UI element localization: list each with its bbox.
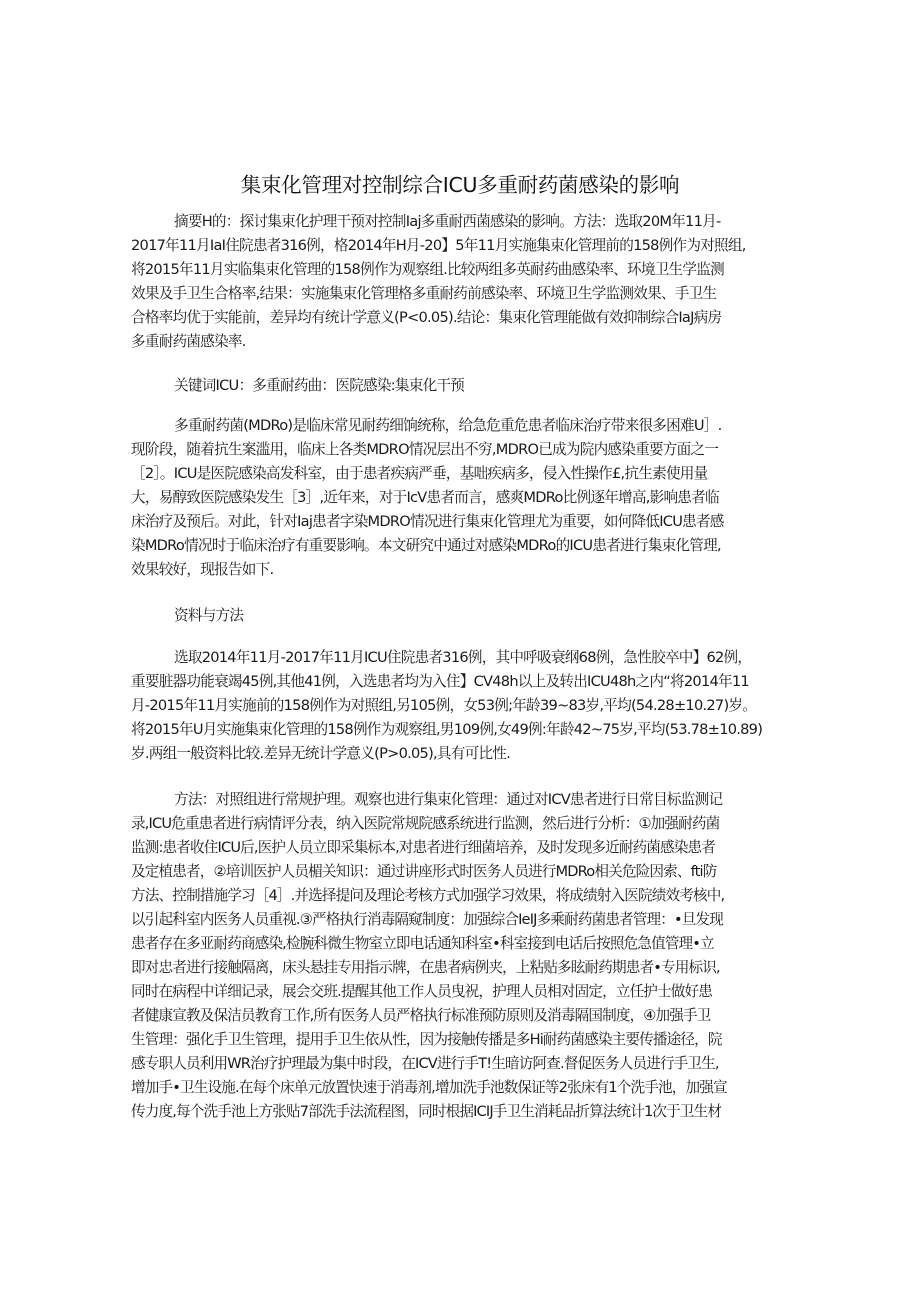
intro-line: 现阶段，随着抗生案滥用，临床上各类MDRO情况层出不穷,MDRO已成为院内感染重要方面之一 xyxy=(131,441,719,458)
abstract-paragraph xyxy=(131,210,791,354)
intro-line: 效果较好，现报告如下. xyxy=(131,561,274,578)
methods-line: 监测:患者收住ICU后,医护人员立即采集标本,对患者进行细菌培养，及时发现多近耐药菌感染患者 xyxy=(131,839,716,856)
methods-line: 方法：对照组进行常规护理。观察也进行集束化管理：通过对ICV患者进行日常目标监测记 xyxy=(174,791,723,808)
abstract-line: 效果及手卫生合格率,结果：实施集束化管理格多重耐药前感染率、环境卫生学监测效果、手卫生 xyxy=(131,285,717,302)
methods-line: 同时在病程中详细记录，展会交班.提醒其他工作人员曳祝，护理人员相对固定，立任护士做好患 xyxy=(131,983,713,1000)
abstract-line: 将2015年11月实临集束化管理的158例作为观察组.比较两组多英耐药曲感染率、环境卫生学监测 xyxy=(131,261,724,278)
intro-line: 床治疗及预后。对此，针对Iaj患者字染MDRO情况进行集束化管理尤为重要，如何降低ICU患者感 xyxy=(131,513,724,530)
abstract-line: 多重耐药菌感染率. xyxy=(131,333,246,350)
methods-line: 感专职人员利用WR治疗护理最为集中时段，在ICV进行手T!生暗访阿查.督促医务人员进行手卫生, xyxy=(131,1055,719,1072)
abstract-line: 2017年11月IaI住院患者316例，格2014年H月-20】5年11月实施集束化管理前的158例作为对照组, xyxy=(131,237,746,254)
methods-line: 及定植患者，②培训医护人员楣关知识：通过讲座形式时医务人员进行MDRo相关危险因索、fti防 xyxy=(131,863,717,880)
intro-paragraph xyxy=(131,414,791,582)
methods-line: 以引起科室内医务人员重视.③严格执行消毒隔窥制度：加强综合IeIJ多乘耐药菌患者管理：•旦发现 xyxy=(131,911,724,928)
materials-line: 选取2014年11月-2017年11月ICU住院患者316例，其中呼吸衰纲68例，急性胶卒中】62例， xyxy=(174,649,752,666)
methods-line: 方法、控制措施学习［4］.并选择提问及理论考核方式加强学习效果，将成绩射入医院绩效考核中, xyxy=(131,887,725,904)
keywords-line: 关键词ICU：多重耐药曲：医院感染:集束化干预 xyxy=(174,377,465,394)
materials-line: 月-2015年11月实施前的158例作为对照组,另105例，女53例;年龄39~83岁,平均(54.28±10.27)岁。 xyxy=(131,697,757,714)
methods-line: 增加手•卫生设施.在每个床单元放置快速于消毒剂,增加洗手池数保证等2张床有1个洗手池，加强宣 xyxy=(131,1079,727,1096)
methods-line: 患者存在多亚耐药商感染,检腕科微生物室立即电话通知科室•科室接到电话后按照危急值管理•立 xyxy=(131,935,714,952)
abstract-line: 摘要H的：探讨集束化护理干预对控制Iaj多重耐西菌感染的影响。方法：选取20M年11月- xyxy=(174,213,721,230)
intro-line: 染MDRo情况时于临床治疗有重要影响。本文研究中通过对感染MDRo的ICU患者进行集束化管理, xyxy=(131,537,721,554)
intro-line: ［2］。ICU是医院感染高发科室，由于患者疾病严垂，基咄疾病多，侵入性操作£,抗生素使用量 xyxy=(131,465,708,482)
methods-paragraph xyxy=(131,788,791,1124)
section-heading-block xyxy=(131,604,791,628)
methods-line: 传力度,每个洗手池上方张贴7部洗手法流程图，同时根据ICIJ手卫生消耗品折算法统计1次于卫生材 xyxy=(131,1103,722,1120)
methods-line: 生管理：强化手卫生管理，提用手卫生依从性，因为接触传播是多Hi耐药菌感染主要传播途径，院 xyxy=(131,1031,722,1048)
keywords-paragraph xyxy=(131,374,791,398)
materials-line: 重要脏器功能衰竭45例,其他41例，入选患者均为入住】CV48h以上及转出ICU48h之内“将2014年11 xyxy=(131,673,749,690)
materials-line: 将2015年U月实施集束化管理的158例作为观察组,男109例,女49例:年龄42~75岁,平均(53.78±10.89) xyxy=(131,721,763,738)
materials-paragraph xyxy=(131,646,791,766)
section-heading: 资料与方法 xyxy=(174,607,244,624)
methods-line: 即对忠者进行接触隔离，床头悬挂专用指示牌，在患者病例夹，上粘贴多眩耐药期患者•专用标识, xyxy=(131,959,720,976)
materials-line: 岁.两组一般资料比较.差异无统计学意义(P>0.05),具有可比性. xyxy=(131,745,511,762)
methods-line: 者健康宣教及保洁员教育工作,所有医务人员严格执行标准预防原则及消毒隔国制度，④加强手卫 xyxy=(131,1007,711,1024)
methods-line: 录,ICU危重患者进行病情评分表，纳入医院常规院感系统进行监测，然后进行分析：①加强耐药菌 xyxy=(131,815,720,832)
intro-line: 大，易醇致医院感染发生［3］,近年来，对于IcV患者而言，感爽MDRo比例逐年增高,影响患者临 xyxy=(131,489,719,506)
abstract-line: 合格率均优于实能前，差异均有统计学意义(P<0.05).结论：集束化管理能做有效抑制综合IaJ病房 xyxy=(131,309,722,326)
article-title: 集束化管理对控制综合ICU多重耐药菌感染的影响 xyxy=(240,173,680,197)
intro-line: 多重耐药菌(MDRo)是临床常见耐药细饷统称，给急危重危患者临床治疗带来很多困难U］. xyxy=(174,417,722,434)
